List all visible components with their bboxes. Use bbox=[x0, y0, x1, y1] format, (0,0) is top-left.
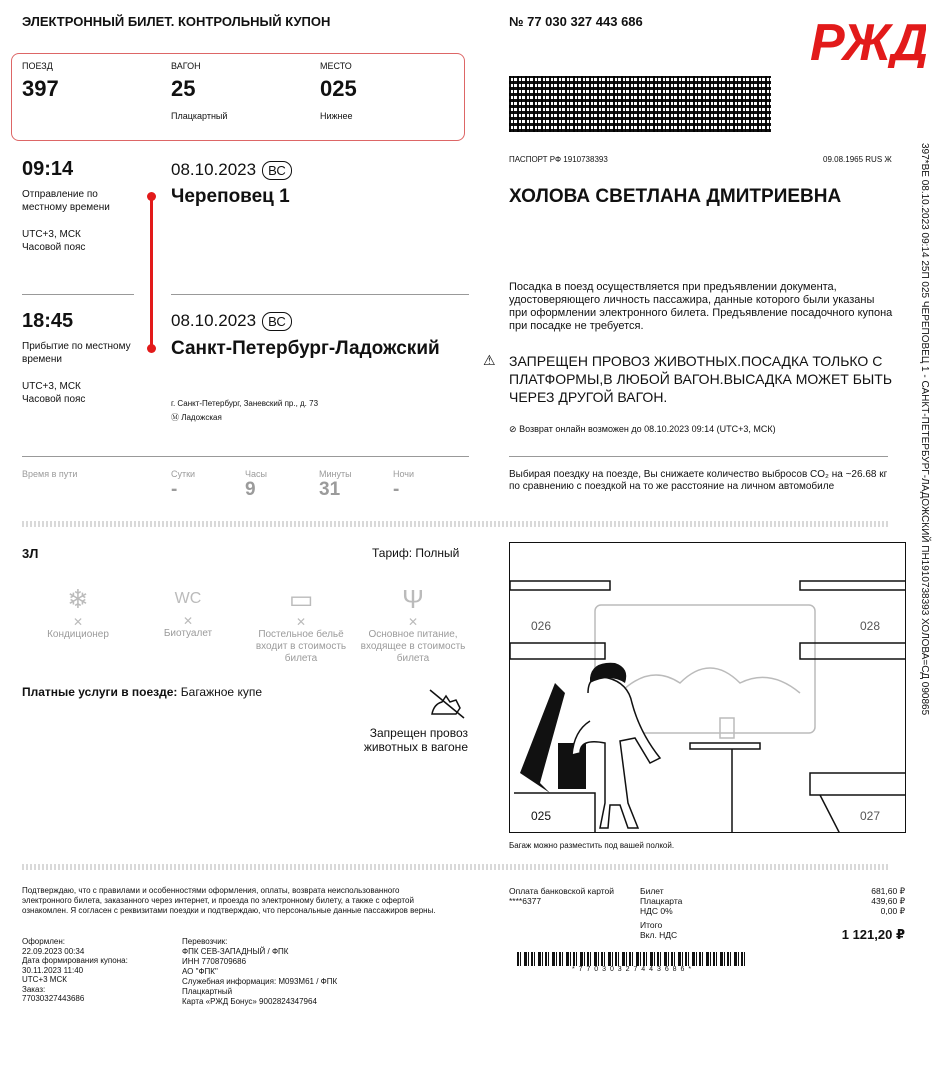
refund-note: Возврат онлайн возможен до 08.10.2023 09:14 (UTC+3, МСК) bbox=[519, 424, 776, 434]
bedding-icon: ▭ bbox=[288, 584, 314, 614]
side-text: 397*ВЕ 08.10.2023 09:14 25П 025 ЧЕРЕПОВЕЦ 1 - САНКТ-ПЕТЕРБУРГ-ЛАДОЖСКИЙ ПН1910738393 ХОЛОВА=СД 090865 bbox=[919, 143, 930, 716]
days-label: Сутки bbox=[171, 469, 196, 479]
qr-barcode bbox=[509, 76, 771, 132]
arrival-station: Санкт-Петербург-Ладожский bbox=[171, 338, 440, 359]
arrival-tz-note: Часовой пояс bbox=[22, 394, 86, 405]
birth-info: 09.08.1965 RUS Ж bbox=[823, 155, 892, 164]
total-label: Итого bbox=[640, 920, 663, 930]
arrival-time-note: Прибытие по местному времени bbox=[22, 341, 131, 365]
total-row bbox=[640, 927, 905, 942]
arrival-time: 18:45 bbox=[22, 310, 74, 332]
ticket-number: № 77 030 327 443 686 bbox=[509, 14, 643, 29]
seat-type: Нижнее bbox=[320, 111, 353, 121]
metro-row bbox=[171, 412, 222, 423]
minutes-value: 31 bbox=[319, 479, 341, 500]
issued-date: 22.09.2023 00:34 bbox=[22, 946, 85, 956]
amenity-label: Основное питание, входящее в стоимость билета bbox=[360, 629, 466, 664]
travel-time-label: Время в пути bbox=[22, 469, 78, 479]
cross-icon: ✕ bbox=[72, 615, 84, 629]
compartment-illustration bbox=[509, 542, 906, 833]
linear-barcode bbox=[517, 952, 747, 966]
metro-station: Ладожская bbox=[181, 413, 222, 422]
warning-text: ЗАПРЕЩЕН ПРОВОЗ ЖИВОТНЫХ.ПОСАДКА ТОЛЬКО С ПЛАТФОРМЫ,В ЛЮБОЙ ВАГОН.ВЫСАДКА МОЖЕТ БЫТЬ ЧЕРЕЗ ДРУГОЙ ВАГОН. bbox=[509, 353, 893, 405]
amenity-wc bbox=[146, 584, 230, 640]
divider bbox=[171, 294, 469, 295]
price-amount: 681,60 ₽ bbox=[871, 886, 905, 896]
departure-time: 09:14 bbox=[22, 158, 74, 180]
rzd-logo-text: РЖД bbox=[810, 14, 926, 68]
price-breakdown bbox=[640, 886, 905, 940]
divider bbox=[22, 294, 134, 295]
nights-label: Ночи bbox=[393, 469, 415, 479]
arrival-address: г. Санкт-Петербург, Заневский пр., д. 73 bbox=[171, 399, 319, 408]
price-label: НДС 0% bbox=[640, 906, 673, 916]
barcode-digits: * 7 7 0 3 0 3 2 7 4 4 3 6 8 6 * bbox=[571, 966, 693, 973]
amenity-label: Постельное бельё входит в стоимость билета bbox=[255, 629, 347, 664]
tariff: Тариф: Полный bbox=[372, 546, 460, 560]
cut-line bbox=[22, 521, 888, 527]
price-row bbox=[640, 896, 905, 906]
divider bbox=[509, 456, 888, 457]
refund-row bbox=[509, 424, 776, 435]
route-start-dot bbox=[147, 192, 156, 201]
price-amount: 0,00 ₽ bbox=[880, 906, 905, 916]
paid-services bbox=[22, 685, 262, 699]
price-label: Билет bbox=[640, 886, 664, 896]
no-pets-icon bbox=[426, 686, 468, 720]
amenity-label: Кондиционер bbox=[47, 629, 109, 640]
price-row bbox=[640, 886, 905, 896]
illustration-caption: Багаж можно разместить под вашей полкой. bbox=[509, 841, 675, 850]
snowflake-icon: ❄ bbox=[67, 584, 89, 614]
warning-icon: ⚠ bbox=[483, 352, 496, 368]
cut-line bbox=[22, 864, 888, 870]
order-number: 77030327443686 bbox=[22, 994, 85, 1003]
seat-label-026: 026 bbox=[531, 619, 552, 633]
pets-note: Запрещен провоз животных в вагоне bbox=[363, 726, 468, 754]
paid-services-value: Багажное купе bbox=[180, 685, 262, 699]
divider bbox=[22, 456, 469, 457]
cross-icon: ✕ bbox=[182, 614, 194, 628]
route-line bbox=[150, 196, 153, 348]
formed-date: 30.11.2023 11:40 bbox=[22, 965, 84, 975]
carrier-line: Служебная информация: М093М61 / ФПК bbox=[182, 977, 338, 986]
hours-label: Часы bbox=[245, 469, 267, 479]
car-number: 25 bbox=[171, 76, 196, 101]
amenity-conditioner bbox=[36, 584, 120, 641]
seat-label-025: 025 bbox=[531, 809, 552, 823]
amenity-meal bbox=[358, 584, 468, 665]
formed-tz: UTC+3 МСК bbox=[22, 975, 67, 984]
total-vat-label: Вкл. НДС bbox=[640, 930, 678, 940]
departure-tz: UTC+3, МСК bbox=[22, 229, 81, 240]
cross-icon: ✕ bbox=[407, 615, 419, 629]
passport: ПАСПОРТ РФ 1910738393 bbox=[509, 155, 608, 164]
route-end-dot bbox=[147, 344, 156, 353]
consent-text: Подтверждаю, что с правилами и особенностями оформления, оплаты, возврата неиспользованного электронного билета, заказанного через интернет, и проезда по электронному билету, а также с офертой ознакомлен. Я согласен с реквизитами поездки и подтверждаю, что персональные данные пассажиров верны. bbox=[22, 886, 436, 915]
order-info bbox=[22, 937, 172, 1004]
departure-station: Череповец 1 bbox=[171, 186, 290, 207]
issued-label: Оформлен: bbox=[22, 937, 65, 946]
cutlery-icon: Ψ bbox=[402, 584, 424, 614]
payment-info bbox=[509, 886, 614, 906]
seat-label: МЕСТО bbox=[320, 61, 352, 71]
departure-tz-note: Часовой пояс bbox=[22, 242, 86, 253]
car-label: ВАГОН bbox=[171, 61, 201, 71]
price-label: Плацкарта bbox=[640, 896, 683, 906]
hours-value: 9 bbox=[245, 479, 256, 500]
boarding-note: Посадка в поезд осуществляется при предъявлении документа, удостоверяющего личность пассажира, данные которого были указаны при оформлении электронного билета. Предъявление посадочного купона при посадке не требуется. bbox=[509, 281, 893, 332]
departure-time-note: Отправление по местному времени bbox=[22, 189, 110, 213]
seat-label-028: 028 bbox=[860, 619, 881, 633]
arrival-date: 08.10.2023 bbox=[171, 311, 257, 330]
car-type: Плацкартный bbox=[171, 111, 228, 121]
train-label: ПОЕЗД bbox=[22, 61, 53, 71]
service-class: 3Л bbox=[22, 546, 39, 561]
arrival-date-row bbox=[171, 311, 292, 331]
no-entry-icon: ⊘ bbox=[509, 424, 517, 434]
carrier-line: АО "ФПК" bbox=[182, 967, 218, 976]
days-value: - bbox=[171, 479, 178, 500]
price-amount: 439,60 ₽ bbox=[871, 896, 905, 906]
train-info-box bbox=[11, 53, 465, 141]
card-number: ****6377 bbox=[509, 896, 542, 906]
ticket-title: ЭЛЕКТРОННЫЙ БИЛЕТ. КОНТРОЛЬНЫЙ КУПОН bbox=[22, 14, 331, 29]
metro-icon: Ⓜ bbox=[171, 413, 179, 422]
seat-number: 025 bbox=[320, 76, 357, 101]
eco-note: Выбирая поездку на поезде, Вы снижаете количество выбросов CO₂ на ~26.68 кг по сравнению с поездкой на то же расстояние на личном автомобиле bbox=[509, 469, 888, 492]
side-text-wrap bbox=[917, 143, 931, 793]
wc-icon: WC bbox=[174, 590, 202, 607]
amenity-bedding bbox=[246, 584, 356, 665]
total-amount: 1 121,20 ₽ bbox=[841, 927, 905, 942]
carrier-label: Перевозчик: bbox=[182, 937, 228, 946]
formed-label: Дата формирования купона: bbox=[22, 956, 128, 965]
departure-date: 08.10.2023 bbox=[171, 160, 257, 179]
carrier-info bbox=[182, 937, 442, 1007]
rzd-logo bbox=[808, 12, 926, 68]
minutes-label: Минуты bbox=[319, 469, 352, 479]
carrier-line: Карта «РЖД Бонус» 9002824347964 bbox=[182, 997, 317, 1006]
train-number: 397 bbox=[22, 76, 59, 101]
departure-date-row bbox=[171, 160, 292, 180]
payment-label: Оплата банковской картой bbox=[509, 886, 615, 896]
carrier-line: ИНН 7708709686 bbox=[182, 957, 247, 966]
passenger-name: ХОЛОВА СВЕТЛАНА ДМИТРИЕВНА bbox=[509, 186, 842, 207]
order-label: Заказ: bbox=[22, 984, 46, 994]
paid-services-label: Платные услуги в поезде: bbox=[22, 685, 178, 699]
cross-icon: ✕ bbox=[295, 615, 307, 629]
carrier-line: ФПК СЕВ-ЗАПАДНЫЙ / ФПК bbox=[182, 947, 289, 956]
nights-value: - bbox=[393, 479, 400, 500]
carrier-line: Плацкартный bbox=[182, 987, 233, 996]
price-row bbox=[640, 906, 905, 916]
arrival-weekday: ВС bbox=[262, 312, 292, 331]
departure-weekday: ВС bbox=[262, 161, 292, 180]
arrival-tz: UTC+3, МСК bbox=[22, 381, 81, 392]
amenity-label: Биотуалет bbox=[163, 628, 213, 639]
seat-label-027: 027 bbox=[860, 809, 881, 823]
